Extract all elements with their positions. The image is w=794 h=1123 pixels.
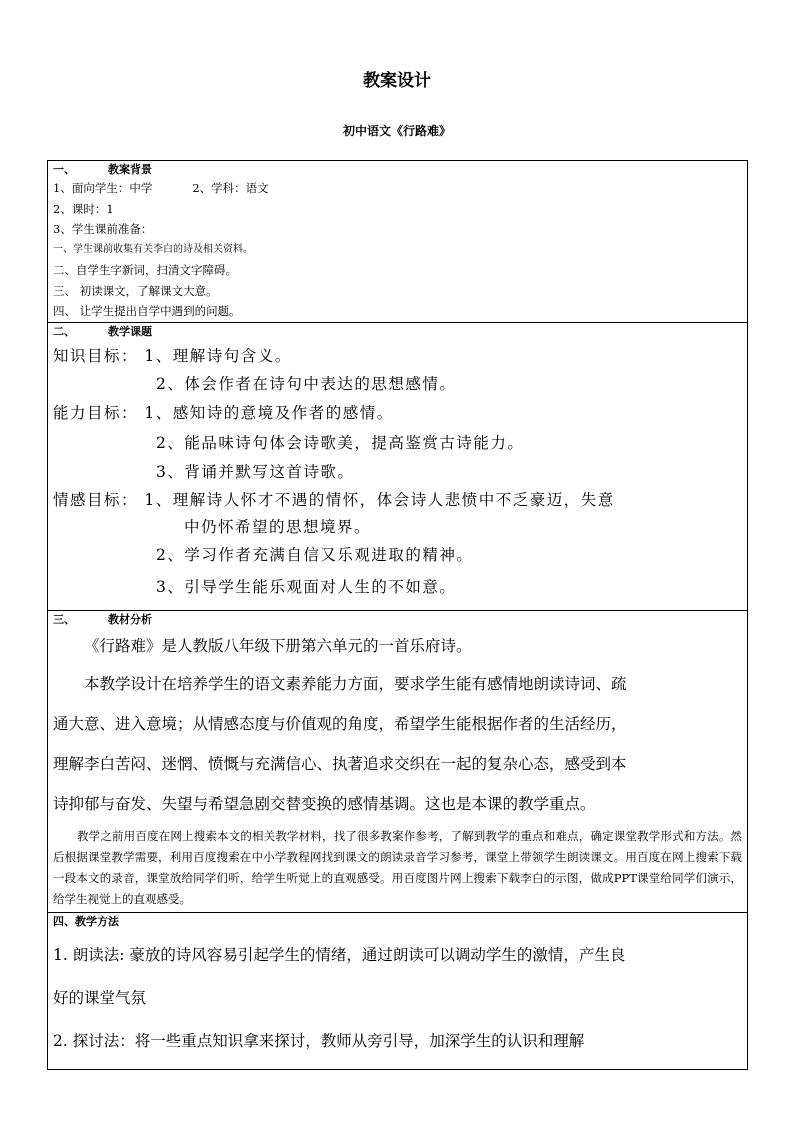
section-title: 教案背景 xyxy=(108,163,152,176)
section-heading: 四、教学方法 xyxy=(53,914,119,928)
section-title: 教学课题 xyxy=(108,324,152,338)
method-line: 好的课堂气氛 xyxy=(53,988,147,1007)
section-goals xyxy=(48,323,747,611)
section-title: 教材分析 xyxy=(108,612,152,626)
section-heading xyxy=(48,161,747,178)
section-heading xyxy=(48,323,747,340)
subject-label: 2、学科：语文 xyxy=(192,181,269,195)
analysis-line: 本教学设计在培养学生的语文素养能力方面，要求学生能有感情地朗读诗词、疏 xyxy=(84,674,627,693)
analysis-line: 理解李白苦闷、迷惘、愤慨与充满信心、执著追求交织在一起的复杂心态，感受到本 xyxy=(53,754,627,773)
goal-line: 3、引导学生能乐观面对人生的不如意。 xyxy=(156,577,457,596)
prep-item: 一、学生课前收集有关李白的诗及相关资料。 xyxy=(53,243,253,255)
analysis-note: 教学之前用百度在网上搜索本文的相关教学材料，找了很多教案作参考，了解到教学的重点和难点，确定课堂教学形式和方法。然后根据课堂教学需要，利用百度搜索在中小学教程网找到课文的朗读录音学习参考，课堂上带领学生朗读课文。用百度在网上搜索下载一段本文的录音，课堂放给同学们听，给学生听觉上的直观感受。用百度图片网上搜索下载李白的示图，做成PPT课堂给同学们演示，给学生视觉上的直观感受。 xyxy=(53,828,742,906)
goal-line: 能力目标： 1、感知诗的意境及作者的感情。 xyxy=(53,403,394,422)
audience-line xyxy=(48,178,747,199)
hours-line: 2、课时：1 xyxy=(53,201,114,216)
section-number: 三、 xyxy=(53,612,75,626)
goal-line: 2、学习作者充满自信又乐观进取的精神。 xyxy=(156,545,474,564)
goal-line: 2、能品味诗句体会诗歌美，提高鉴赏古诗能力。 xyxy=(156,433,525,452)
analysis-intro: 《行路难》是人教版八年级下册第六单元的一首乐府诗。 xyxy=(84,636,472,655)
goal-line: 2、体会作者在诗句中表达的思想感情。 xyxy=(156,374,457,393)
prep-item: 四、 让学生提出自学中遇到的问题。 xyxy=(53,304,241,318)
section-number: 二、 xyxy=(53,324,75,338)
prep-line: 3、学生课前准备： xyxy=(53,222,153,236)
goal-line: 中仍怀希望的思想境界。 xyxy=(184,517,372,536)
analysis-line: 诗抑郁与奋发、失望与希望急剧交替变换的感情基调。这也是本课的教学重点。 xyxy=(53,794,596,813)
section-background xyxy=(48,161,747,323)
document-subtitle: 初中语文《行路难》 xyxy=(342,124,451,138)
goal-line: 知识目标： 1、理解诗句含义。 xyxy=(53,346,292,365)
prep-item: 三、 初读课文，了解课文大意。 xyxy=(53,283,218,298)
method-line: 2. 探讨法：将一些重点知识拿来探讨，教师从旁引导，加深学生的认识和理解 xyxy=(53,1031,585,1050)
document-title: 教案设计 xyxy=(363,71,431,91)
goal-line: 3、背诵并默写这首诗歌。 xyxy=(156,462,355,481)
section-methods xyxy=(48,913,747,1069)
lesson-plan-table xyxy=(47,160,748,1070)
audience-label: 1、面向学生：中学 xyxy=(53,181,153,195)
section-analysis xyxy=(48,611,747,913)
analysis-line: 通大意、进入意境；从情感态度与价值观的角度，希望学生能根据作者的生活经历， xyxy=(53,714,627,733)
method-line: 1. 朗读法: 豪放的诗风容易引起学生的情绪，通过朗读可以调动学生的激情，产生良 xyxy=(53,945,626,964)
goal-line: 情感目标： 1、理解诗人怀才不遇的情怀，体会诗人悲愤中不乏豪迈，失意 xyxy=(53,490,615,509)
prep-item: 二、自学生字新词，扫清文字障碍。 xyxy=(53,263,237,277)
section-heading xyxy=(48,611,747,628)
section-number: 一、 xyxy=(53,163,75,176)
